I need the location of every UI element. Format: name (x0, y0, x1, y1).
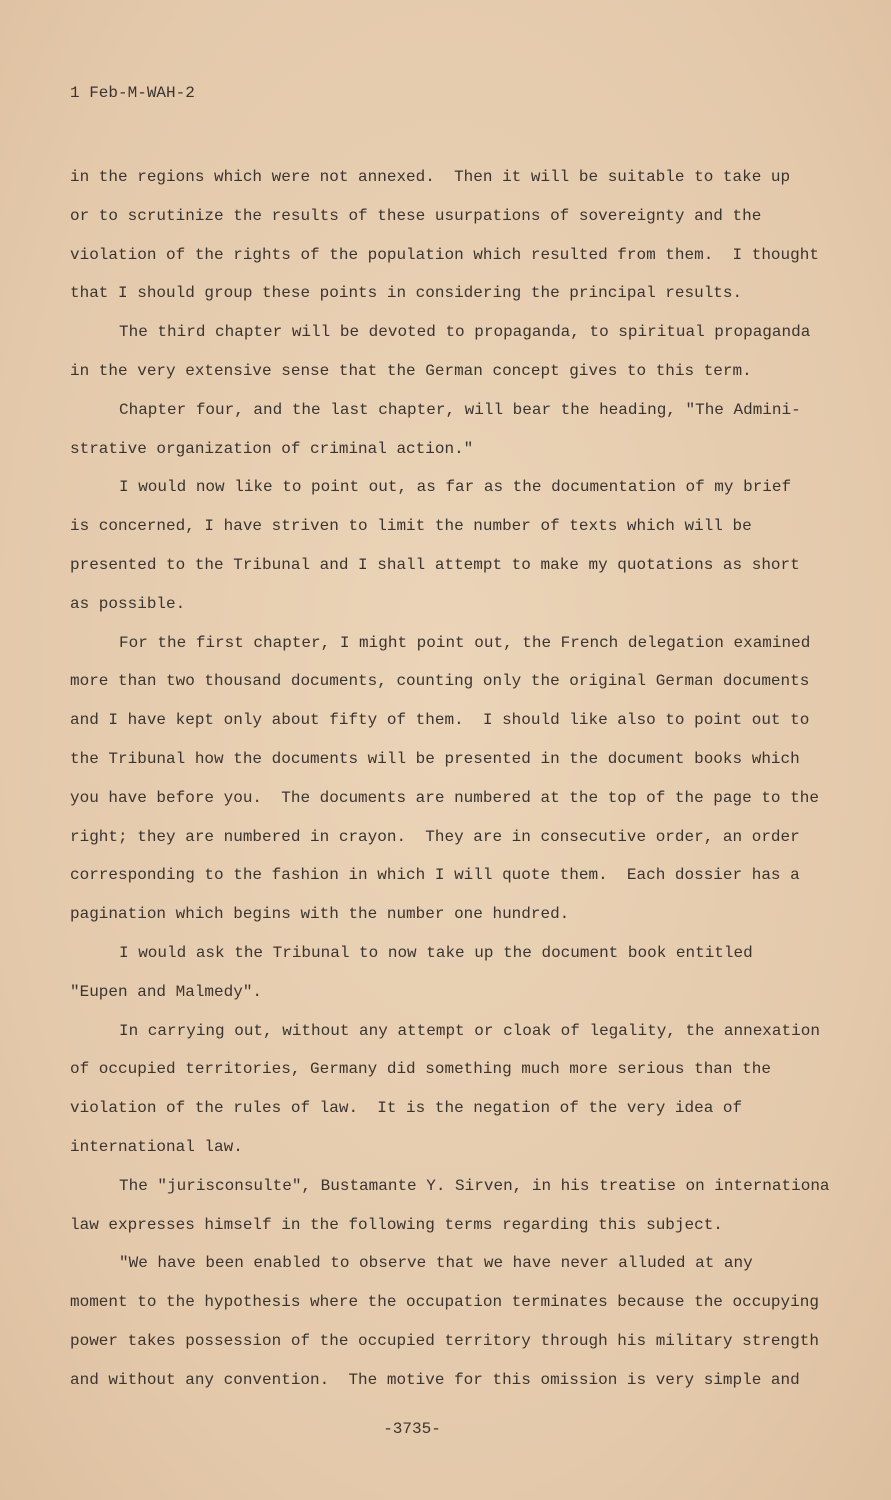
paragraph-line: violation of the rules of law. It is the negation of the very idea of (70, 1099, 743, 1118)
paragraph-line: of occupied territories, Germany did something much more serious than the (70, 1060, 771, 1079)
paragraph-line: pagination which begins with the number one hundred. (70, 905, 570, 924)
paragraph-line: "Eupen and Malmedy". (70, 982, 263, 1001)
paragraph-line: corresponding to the fashion in which I will quote them. Each dossier has a (70, 866, 800, 885)
paragraph-line: international law. (70, 1137, 243, 1156)
paragraph-line: I would ask the Tribunal to now take up the document book entitled (119, 943, 753, 962)
paragraph-line: is concerned, I have striven to limit the number of texts which will be (70, 517, 752, 536)
paragraph-line: strative organization of criminal action." (70, 439, 474, 458)
paragraph-line: In carrying out, without any attempt or cloak of legality, the annexation (119, 1021, 820, 1040)
paragraph-line: right; they are numbered in crayon. They are in consecutive order, an order (70, 827, 800, 846)
paragraph-line: law expresses himself in the following terms regarding this subject. (70, 1215, 723, 1234)
paragraph-line: or to scrutinize the results of these usurpations of sovereignty and the (70, 206, 762, 225)
paragraph-line: in the regions which were not annexed. Then it will be suitable to take up (70, 168, 791, 186)
paragraph-line: and without any convention. The motive for this omission is very simple and (70, 1370, 800, 1389)
document-body (70, 158, 850, 1400)
document-reference: 1 Feb-M-WAH-2 (70, 84, 195, 102)
paragraph-line: more than two thousand documents, counting only the original German documents (70, 672, 810, 691)
paragraph-line: presented to the Tribunal and I shall attempt to make my quotations as short (70, 555, 800, 574)
paragraph-line: power takes possession of the occupied territory through his military strength (70, 1331, 819, 1350)
paragraph-line: For the first chapter, I might point out, the French delegation examined (119, 633, 811, 652)
paragraph-line: The "jurisconsulte", Bustamante Y. Sirven, in his treatise on internationa (119, 1176, 830, 1195)
paragraph-line: and I have kept only about fifty of them. I should like also to point out to (70, 711, 810, 730)
paragraph-line: "We have been enabled to observe that we have never alluded at any (119, 1254, 753, 1273)
paragraph-line: you have before you. The documents are numbered at the top of the page to the (70, 788, 819, 807)
paragraph-line: as possible. (70, 594, 186, 613)
paragraph-line: violation of the rights of the population which resulted from them. I thought (70, 245, 819, 264)
paragraph-line: I would now like to point out, as far as the documentation of my brief (119, 478, 792, 497)
page-number: -3735- (383, 1420, 441, 1438)
paragraph-line: Chapter four, and the last chapter, will bear the heading, "The Admini- (119, 400, 801, 419)
paragraph-line: the Tribunal how the documents will be presented in the document books which (70, 749, 800, 768)
paragraph-line: moment to the hypothesis where the occupation terminates because the occupying (70, 1293, 819, 1312)
paragraph-line: that I should group these points in considering the principal results. (70, 284, 743, 303)
paragraph-line: in the very extensive sense that the German concept gives to this term. (70, 361, 752, 380)
paragraph-line: The third chapter will be devoted to propaganda, to spiritual propaganda (119, 323, 811, 342)
